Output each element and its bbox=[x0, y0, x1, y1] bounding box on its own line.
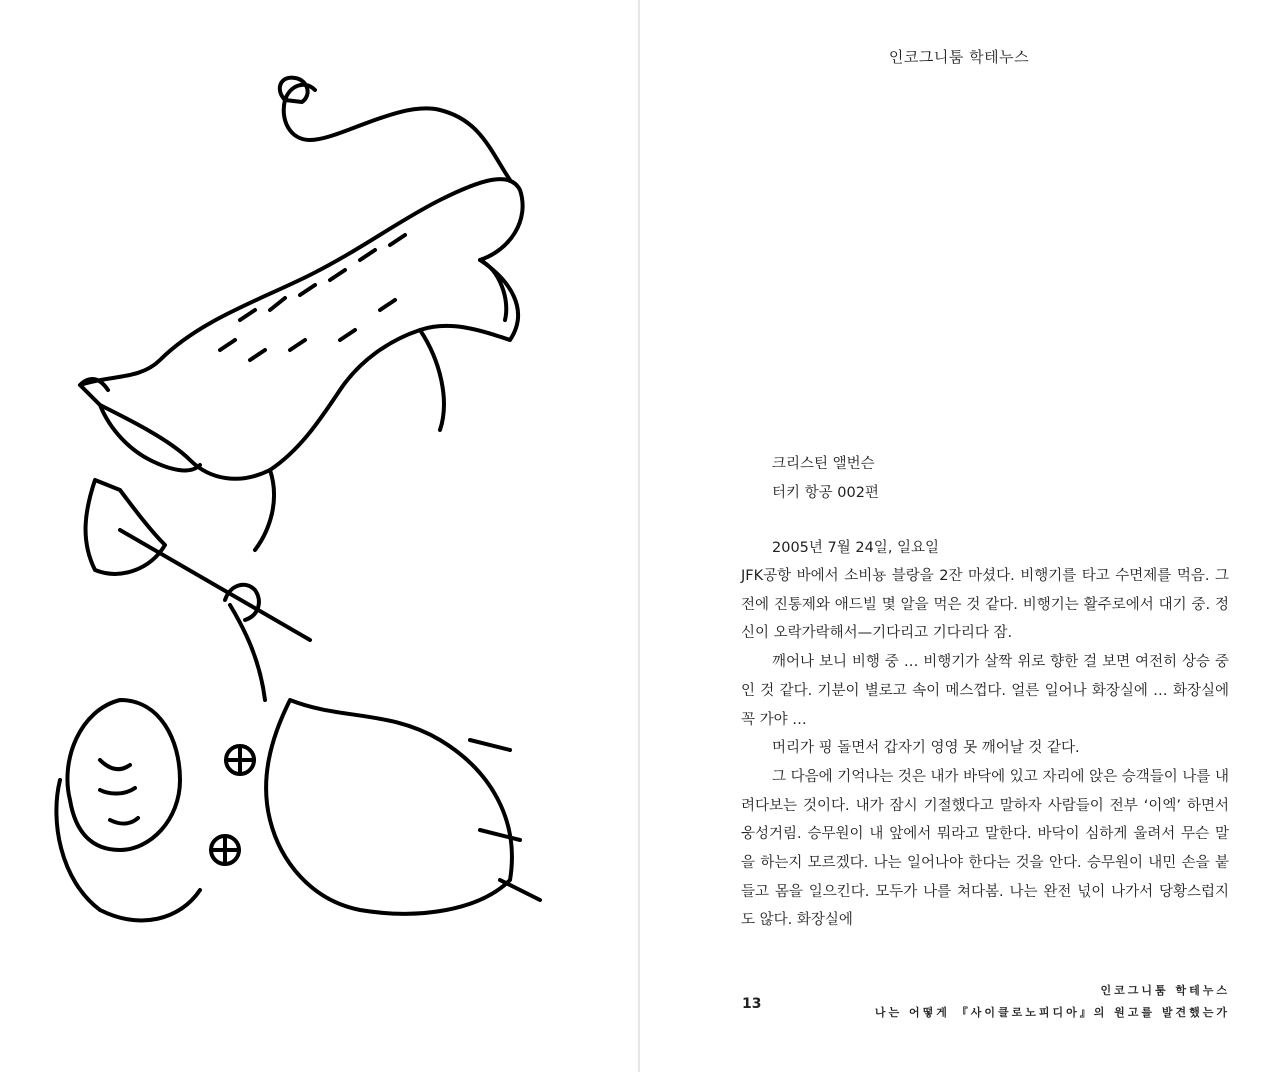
lion-leg-front bbox=[255, 470, 274, 550]
lion-leg-back bbox=[480, 260, 506, 320]
right-page bbox=[640, 0, 1278, 1072]
axe-handle bbox=[120, 530, 310, 640]
woman-with-axe-and-lion-drawing-icon bbox=[40, 60, 600, 960]
paragraph: 그 다음에 기억나는 것은 내가 바닥에 있고 자리에 앉은 승객들이 나를 내려다보는 것이다. 내가 잠시 기절했다고 말하자 사람들이 전부 ‘이엑’ 하면서 웅성거림. 승무원이 내 앞에서 뭐라고 말한다. 바닥이 심하게 울려서 무슨 말을 하는지 모르겠다. 나는 일어나야 한다는 것을 안다. 승무원이 내민 손을 붙들고 몸을 일으킨다. 모두가 나를 쳐다봄. 나는 완전 넋이 나가서 당황스럽지도 않다. 화장실에 bbox=[741, 768, 1229, 929]
flight-info: 터키 항공 002편 bbox=[772, 485, 879, 501]
woman-face bbox=[100, 760, 138, 824]
footer-series-title: 인코그니툼 학테누스 bbox=[1100, 984, 1230, 997]
paragraph: JFK공항 바에서 소비뇽 블랑을 2잔 마셨다. 비행기를 타고 수면제를 먹음. 그 전에 진통제와 애드빌 몇 알을 먹은 것 같다. 비행기는 활주로에서 대기 중. 정신이 오락가락해서—기다리고 기다리다 잠. bbox=[741, 568, 1229, 642]
woman-dress bbox=[266, 700, 512, 914]
left-page bbox=[0, 0, 638, 1072]
body-text bbox=[741, 562, 1229, 935]
page-footer bbox=[875, 980, 1230, 1024]
paragraph: 머리가 핑 돌면서 갑자기 영영 못 깨어날 것 같다. bbox=[772, 740, 1080, 757]
footer-book-title: 나는 어떻게 『사이클로노피디아』의 원고를 발견했는가 bbox=[874, 1006, 1230, 1019]
lion-paw bbox=[420, 330, 444, 430]
paragraph: 깨어나 보니 비행 중 … 비행기가 살짝 위로 향한 걸 보면 여전히 상승 중인 것 같다. 기분이 별로고 속이 메스껍다. 얼른 일어나 화장실에 … 화장실에 꼭 가야 … bbox=[741, 654, 1229, 728]
line-drawing-illustration bbox=[40, 60, 600, 960]
author-name: 크리스틴 앨번슨 bbox=[772, 456, 875, 472]
page-number: 13 bbox=[742, 996, 762, 1012]
entry-date: 2005년 7월 24일, 일요일 bbox=[772, 540, 940, 556]
woman-head bbox=[67, 700, 180, 850]
lion-tail bbox=[284, 85, 510, 180]
axe-blade bbox=[86, 480, 165, 574]
running-head: 인코그니툼 학테누스 bbox=[888, 48, 1030, 66]
lion-body bbox=[80, 179, 523, 479]
entry-meta bbox=[772, 450, 879, 508]
